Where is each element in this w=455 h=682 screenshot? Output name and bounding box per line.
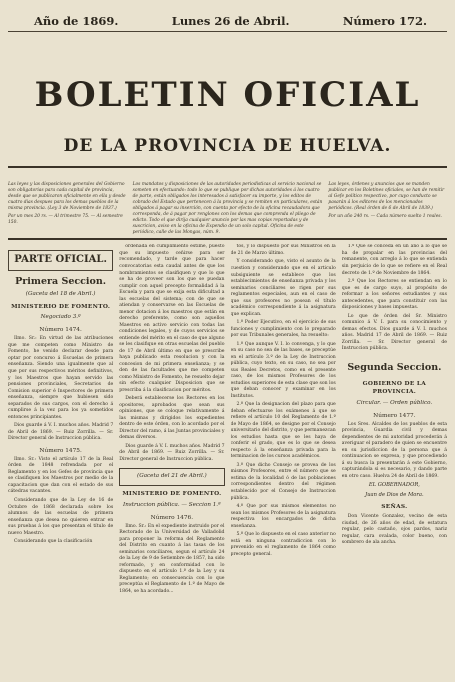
intro-right-text: Las leyes, órdenes y anuncios que se manden publicar en los Boletines oficiales, se han de remitir al Gefe político respectivo, por cuyo conducto se pasarán á los editores de los mencionados periódicos. (Real órden de 6 de Abril de 1839.) — [328, 182, 445, 211]
intro-rule — [8, 238, 447, 240]
issue-date: Lunes 26 de Abril. — [171, 14, 290, 28]
section-subheading: Primera Seccion. — [15, 275, 107, 287]
intro-center — [133, 182, 323, 235]
article-number: Número 1475. — [39, 447, 82, 454]
body-columns — [8, 244, 447, 682]
newspaper-title: BOLETIN OFICIAL — [34, 75, 421, 115]
article-paragraph: tos, y lo dispuesto por sus Ministros en la de 21 de Marzo último. — [230, 244, 336, 256]
article-paragraph: Y considerando que, visto el asunto de la cuestion y considerando que en el articulo subsiguiente se establece que los establecimientos de enseñanza privada y los seminarios conciliares se rigen por sus reglamentos especiales, aun en el caso de que sus profesores no posean el título académico correspondiente á la asignatura que explican. — [230, 259, 336, 317]
government-heading: GOBIERNO DE LA PROVINCIA. — [362, 381, 427, 396]
intro-notices — [8, 182, 447, 235]
article-paragraph: 1.º Que aunque V. I. lo convenga, y lo que en su caso no sea de las bases, se preceptúe en el artículo 3.º de la Ley de Instruccion pública, cuyo texto, en su caso, no sea por sus Reales Decretos, como en el presente caso, de los mismos Profesores de los estudios superiores de esta clase que son los que deban conocer y examinar en los Institutos. — [230, 341, 336, 399]
governor-name: Juan de Dios de Mora. — [365, 491, 424, 498]
column-1 — [8, 244, 113, 682]
section-heading: PARTE OFICIAL. — [8, 250, 113, 270]
article-paragraph: ordenada en cumplimiento estime, puesto que su impuesto ceñirse para ser recomendado, y tarde que para hacer convocatorias esta caudal antes de que los nombramientos se clasifiquen y que lo que se ha de proveer son los que se puedan cumplir con aquel precepto formalidad á la Escuela y para que se exija esta dificultad a las escuelas del sistema; con de que se atiendan y conservarse en las Escuelas de menor dotacion á los maestros que están en derecho preferente, como son aquellos Maestros en activo servicio con todas las condiciones legales, y de cuyos servicios se entiende del mérito en el caso de que alguno se les clasifique en otras escuelas del pueblo de 17 de Abril último en que se prescribe haya publicado esta resolucion y con la concesion de mi primera enseñanza; y se den de las facultades que me competen como Ministro de Fomento, he resuelto dejar sin efecto cualquier Disposicion que se prescriba á la clasificacion por méritos. — [119, 244, 225, 393]
article-paragraph: Los Sres. Alcaldes de los pueblos de esta provincia, Guardia civil y demas dependientes de mi autoridad procederán á averiguar el paradero de quien se encuentre en su jurisdiccion de la persona que á continuacion se expresa, y que procediendo á su busca la presentarán á este Gobierno, capturándola si es necesario, y dando parte en otro caso. Huelva 24 de Abril de 1869. — [341, 421, 447, 479]
masthead-rule — [8, 31, 447, 32]
article-paragraph: Ilmo. Sr.: En el expediente instruido por el Rectorado de la Universidad de Valladolid para proponer la reforma del Reglamento del Distrito en cuanto á las tasas de los seminarios conciliares, segun el artículo 24 de la Ley de 9 de Setiembre de 1857, ha sido reformado, y en conformidad con lo dispuesto en el artículo 1.º de la Ley y su Reglamento; en consecuencia con lo que preceptúa el Reglamento de 1.º de Mayo de 1864, se ha acordado... — [119, 523, 225, 594]
article-number: Número 1477. — [373, 412, 416, 419]
article-paragraph: 2.º Que los Rectores se entiendan en lo que es de cargo suyo, al propósito de reformar a los señores estudiantes y sus antecedentes, que para constituir con las disposiciones y bases impuestas. — [341, 279, 447, 311]
masthead-line — [8, 6, 447, 28]
article-paragraph: 1.º Que se conceda en un año á lo que se ha de propalar en las provincias del remanente, con arreglo á lo que se entienda sin perjuicio de lo que se refiere en el Real decreto de 1.º de Noviembre de 1864. — [341, 244, 447, 276]
intro-center-text: Los mandatos y disposiciones de las autoridades periodisticas al servicio nacional se someten en efectuando: todo lo que se publique por dichas autoridades á los cuatro de parte, están obligados los interesados á satisfacer su importe, y los editos de cobrado del Estado que pertenecen á la provincia y se remiten en particulares, están obligados á pagar su inserción, con cuenta por efecto de la oficina recaudadora que corresponda, de á pagar por renglones con los demas que comprenda el pliego de edicto. Todo el que dirija cualquier anuncio por las mas copias reportadas y de suscricion, aviso en la oficina de Expendio de un solo capital. Oficina de este periódico, calle de las Mongas, núm. 9. — [132, 182, 323, 235]
column-3 — [231, 244, 336, 682]
gaceta-ref: (Gaceta del 21 de Abril.) — [137, 473, 207, 480]
intro-right — [328, 182, 447, 235]
gaceta-ref: (Gaceta del 18 de Abril.) — [25, 291, 96, 298]
article-paragraph: 3.º Que dicho Consejo se provea de los mismos Profesores, entre el número que se estima de la localidad ó de las poblaciones correspondientes dentro del régimen establecido por el Consejo de Instruccion pública. — [230, 462, 336, 501]
signs-heading: SEÑAS. — [381, 504, 408, 511]
article-paragraph: Considerando que de la Ley de 16 de Octubre de 1868 declarada sobre los alumnos de las escuelas de primera enseñanza que desea no quieren entrar en sus pruebas á los que presentan el título de nuevo Maestro. — [8, 497, 114, 536]
column-4 — [342, 244, 447, 682]
article-paragraph: 1.º Poder Ejecutivo, en el ejercicio de sus funciones y cumplimiento con lo preparado por sus Tribunales generales, ha resuelto: — [230, 320, 336, 339]
issue-number: Número 172. — [342, 14, 427, 28]
article-paragraph: Dios guarde á V. I. muchos años. Madrid 7 de Abril de 1869. — Ruiz Zorrilla. — Sr. Director general de Instruccion pública. — [119, 443, 225, 462]
article-paragraph: 2.º Que la designacion del plazo para que deban efectuarse los exámenes á que se refiere el artículo 10 del Reglamento de 1.º de Mayo de 1864, se designe por el Consejo universitario del distrito, y que permanezcan los estudios hasta que se les haya de conferir el grado, que es lo que se desea respecto á la enseñanza privada para la terminacion de los cursos académicos. — [230, 402, 336, 460]
article-paragraph: Ilmo. Sr.: Visto el artículo 17 de la Real órden de 1848 refrendada por el Reglamento y en los Gefes de provincia que se clasifiquen los Maestros por medio de la capacitacion que dan con el estado de sus cátedras vacantes. — [8, 456, 114, 495]
title-rule — [8, 166, 447, 168]
gaceta-box — [119, 468, 224, 486]
column-2 — [119, 244, 224, 682]
intro-left-price: Por un mes 20 rs. — Al trimestre 75. — Al semestre 150. — [8, 213, 123, 225]
negociado-label: Negociado 3.º — [40, 314, 81, 321]
intro-left-text: Las leyes y las disposiciones generales del Gobierno son obligatorias para cada capital de provincia, desde que se publicaron oficialmente en ella y desde cuatro dias despues para los demas pueblos de la misma provincia. (Ley 3 de Noviembre de 1837.) — [8, 182, 126, 211]
article-paragraph: Lo que de órden del Sr. Ministro comunico á V. I. para su conocimiento y demas efectos. Dios guarde á V. I. muchos años. Madrid 17 de Abril de 1869. — Ruiz Zorrilla. — Sr. Director general de Instruccion pública. — [341, 313, 447, 352]
article-paragraph: Dios guarde á V. I. muchos años. Madrid 7 de Abril de 1869. — Ruiz Zorrilla. — Sr. Director general de Instruccion pública. — [8, 423, 114, 442]
section-label: Instruccion pública. — Seccion 1.ª — [123, 501, 221, 508]
article-paragraph: 4.º Que por sus mismos elementos no sean los mismos Profesores de la asignatura respectiva los encargados de dicha enseñanza. — [230, 504, 336, 529]
article-paragraph: 5.º Que lo dispuesto en el caso anterior no está en ninguna contradiccion con lo prevenido en el reglamento de 1864 como precepto general. — [230, 532, 336, 557]
circular-label: Circular. — Orden público. — [356, 399, 433, 406]
ministry-heading: MINISTERIO DE FOMENTO. — [11, 304, 111, 311]
article-number: Número 1474. — [39, 327, 82, 334]
ministry-heading: MINISTERIO DE FOMENTO. — [122, 491, 222, 498]
article-paragraph: Deberá establecerse los Rectores en los opositores, aprobados que sean sus opiniones, que se coloque relativamente á las mismas y dirigidos los expedientes dentro de este órden, con lo acordado por el Director del ramo, á las Juntas provinciales y demas diversos. — [119, 396, 225, 441]
section-heading: Segunda Seccion. — [347, 361, 442, 373]
governor-title: EL GOBERNADOR, — [368, 482, 420, 489]
newspaper-subtitle: DE LA PROVINCIA DE HUELVA. — [63, 136, 392, 156]
article-paragraph: Ilmo. Sr.: En virtud de las atribuciones que me competen como Ministro de Fomento, he venido declarar desde para optar por concurso á Escuelas de primera enseñanza. Siendo una igualmente que al que por sus respectivos méritos definitivos, y los Maestros que hayan servido las pensiones provinciales, Secretarios de Comision superior é Inspectores de primera enseñanza, siempre que hubiesen sido separados de sus cargos, con el derecho á cumplirse á la vez para los ya sometidos entonces principiantes. — [8, 336, 114, 420]
article-paragraph: Don Vicente Gonzalez, vecino de esta ciudad, de 26 años de edad, de estatura regular, pelo castaño, ojos pardos, nariz regular, cara ovalada, color bueno, con sombrero de ala ancha. — [341, 514, 447, 546]
intro-right-price: Por un año 240 rs. — Cada número suelto 1 reales. — [328, 213, 442, 219]
article-number: Número 1476. — [150, 514, 194, 521]
issue-year: Año de 1869. — [34, 14, 119, 28]
article-paragraph: Considerando que la clasificación — [14, 539, 93, 545]
intro-left — [8, 182, 127, 235]
